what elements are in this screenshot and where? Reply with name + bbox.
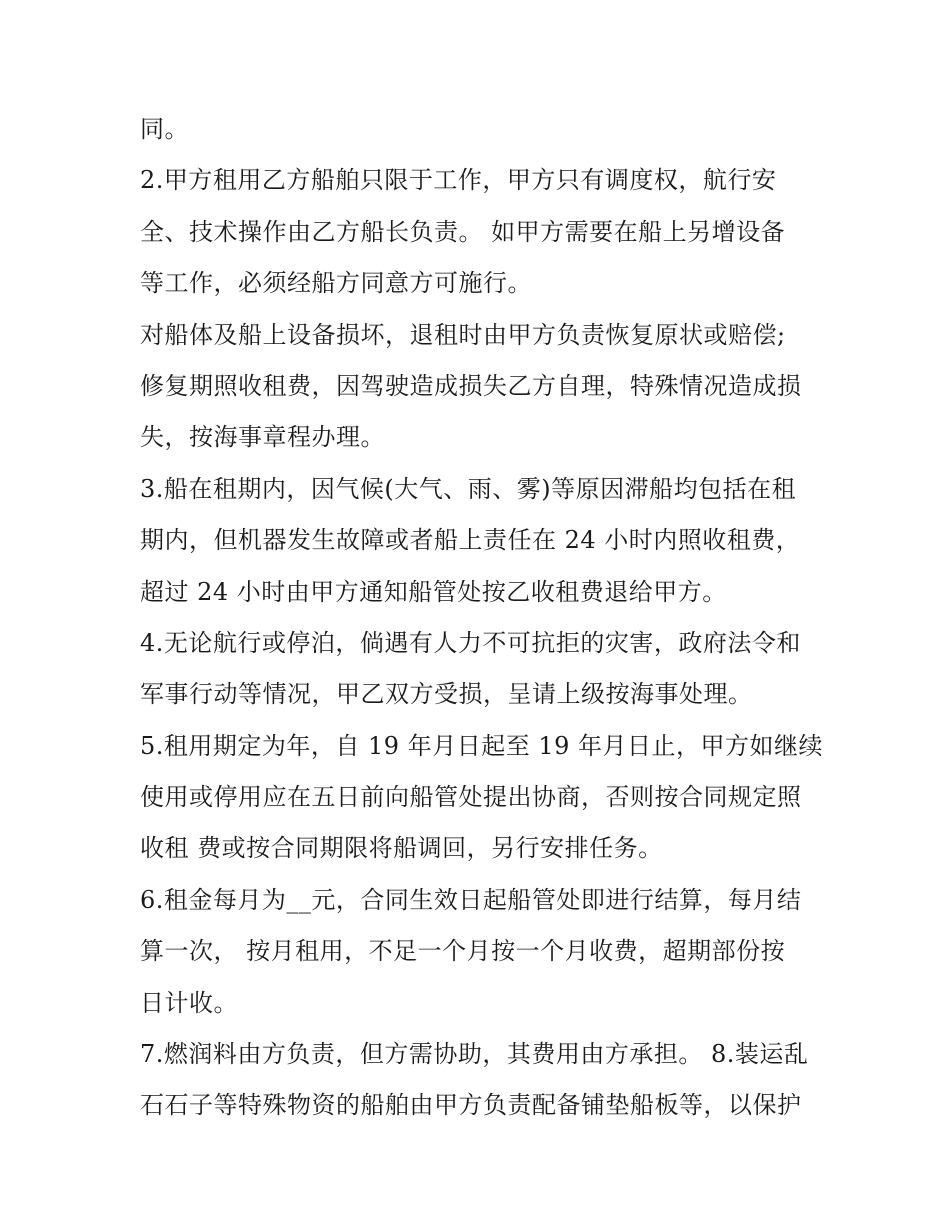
contract-text-body (140, 104, 830, 1132)
text-line: 期内，但机器发生故障或者船上责任在 24 小时内照收租费， (140, 526, 801, 555)
text-line: 6.租金每月为__元，合同生效日起船管处即进行结算，每月结 (140, 885, 802, 914)
text-line: 3.船在租期内，因气候(大气、雨、雾)等原因滞船均包括在租 (140, 474, 797, 503)
text-line: 修复期照收租费，因驾驶造成损失乙方自理，特殊情况造成损 (140, 371, 802, 400)
text-line: 同。 (140, 115, 189, 143)
text-line: 对船体及船上设备损坏，退租时由甲方负责恢复原状或赔偿; (140, 320, 786, 349)
text-line: 石石子等特殊物资的船舶由甲方负责配备铺垫船板等，以保护 (140, 1091, 802, 1120)
text-line: 4.无论航行或停泊，倘遇有人力不可抗拒的灾害，政府法令和 (140, 628, 801, 657)
text-line: 全、技术操作由乙方船长负责。 如甲方需要在船上另增设备 (140, 217, 786, 246)
text-line: 超过 24 小时由甲方通知船管处按乙收租费退给甲方。 (140, 577, 727, 606)
text-line: 收租 费或按合同期限将船调回，另行安排任务。 (140, 834, 663, 863)
text-line: 算一次， 按月租用，不足一个月按一个月收费，超期部份按 (140, 937, 786, 966)
text-line: 等工作，必须经船方同意方可施行。 (140, 269, 532, 298)
text-line: 5.租用期定为年，自 19 年月日起至 19 年月日止，甲方如继续 (140, 731, 823, 760)
text-line: 使用或停用应在五日前向船管处提出协商，否则按合同规定照 (140, 783, 802, 812)
text-line: 日计收。 (140, 988, 238, 1017)
text-line: 失，按海事章程办理。 (140, 423, 385, 452)
text-line: 2.甲方租用乙方船舶只限于工作，甲方只有调度权，航行安 (140, 166, 777, 195)
text-line: 军事行动等情况，甲乙双方受损，呈请上级按海事处理。 (140, 680, 753, 709)
text-line: 7.燃润料由方负责，但方需协助，其费用由方承担。 8.装运乱 (140, 1040, 809, 1069)
